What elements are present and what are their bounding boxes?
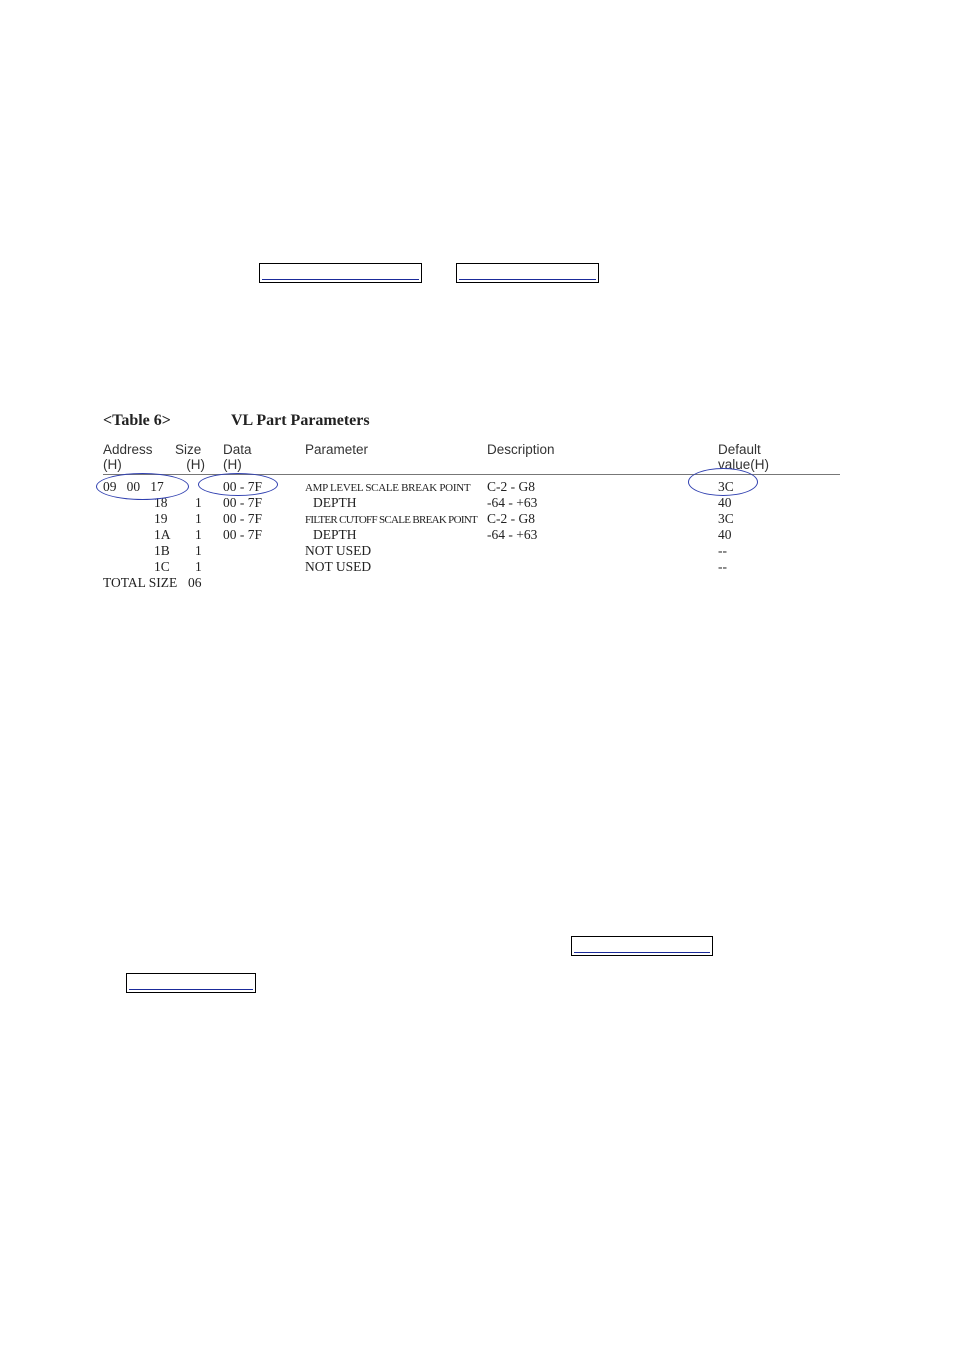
cell-address: 09 00 17 [103, 479, 164, 494]
cell-address: 1C [154, 559, 170, 574]
cell-data: 00 - 7F [223, 495, 263, 510]
cell-parameter: NOT USED [305, 543, 372, 558]
cell-size: 1 [195, 543, 202, 558]
highlight-ellipse-default [688, 468, 758, 496]
cell-data: 00 - 7F [223, 511, 263, 526]
link-box-3[interactable] [571, 936, 713, 956]
cell-parameter: NOT USED [305, 559, 372, 574]
highlight-ellipse-data [198, 473, 278, 496]
header-size: Size (H) [175, 442, 205, 472]
cell-description: -64 - +63 [487, 495, 538, 510]
table-title: VL Part Parameters [231, 412, 370, 429]
header-address: Address (H) [103, 442, 153, 472]
total-size-label: TOTAL SIZE [103, 575, 178, 590]
cell-address: 19 [154, 511, 168, 526]
cell-size: 1 [195, 511, 202, 526]
cell-default: 40 [718, 527, 732, 542]
total-size-value: 06 [188, 575, 202, 590]
cell-default: -- [718, 543, 727, 558]
table-tag: <Table 6> [103, 412, 171, 429]
highlight-ellipse-address [96, 473, 189, 500]
cell-parameter: FILTER CUTOFF SCALE BREAK POINT [305, 514, 478, 526]
cell-parameter: DEPTH [313, 527, 357, 542]
cell-description: C-2 - G8 [487, 511, 535, 526]
cell-size: 1 [195, 559, 202, 574]
cell-default: 3C [718, 479, 734, 494]
link-box-4[interactable] [126, 973, 256, 993]
link-box-1[interactable] [259, 263, 422, 283]
cell-data: 00 - 7F [223, 527, 263, 542]
link-box-2[interactable] [456, 263, 599, 283]
cell-address: 18 [154, 495, 168, 510]
header-default: Default value(H) [718, 442, 770, 472]
cell-parameter: AMP LEVEL SCALE BREAK POINT [305, 482, 471, 494]
cell-default: -- [718, 559, 727, 574]
cell-data: 00 - 7F [223, 479, 263, 494]
cell-description: -64 - +63 [487, 527, 538, 542]
cell-parameter: DEPTH [313, 495, 357, 510]
cell-address: 1A [154, 527, 171, 542]
cell-address: 1B [154, 543, 170, 558]
cell-description: C-2 - G8 [487, 479, 535, 494]
cell-default: 40 [718, 495, 732, 510]
cell-default: 3C [718, 511, 734, 526]
header-description: Description [487, 442, 555, 457]
cell-size: 1 [195, 495, 202, 510]
header-parameter: Parameter [305, 442, 369, 457]
cell-size: 1 [195, 527, 202, 542]
header-data: Data (H) [223, 442, 252, 472]
